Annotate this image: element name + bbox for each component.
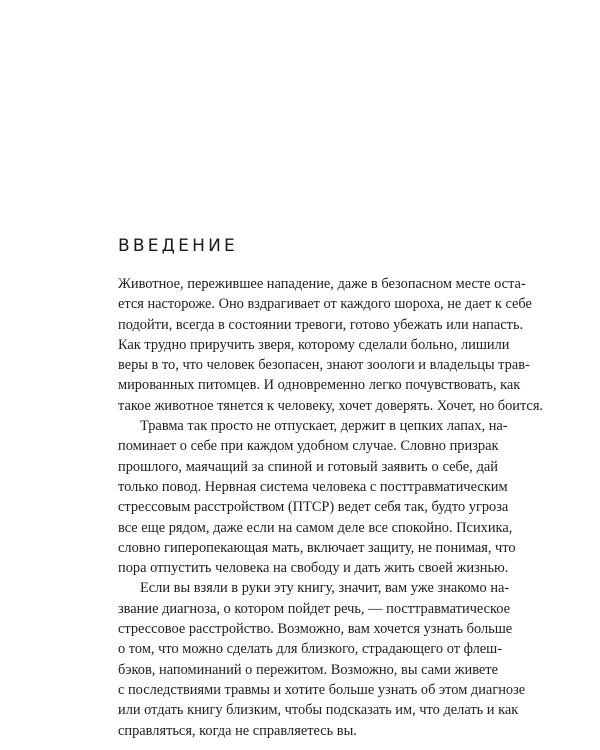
paragraph bbox=[118, 578, 526, 740]
text-line: мированных питомцев. И одновременно легко почувствовать, как bbox=[118, 377, 521, 394]
chapter-heading: ВВЕДЕНИЕ bbox=[118, 236, 238, 256]
text-line: Как трудно приручить зверя, которому сделали больно, лишили bbox=[118, 336, 510, 353]
text-line: справляться, когда не справляетесь вы. bbox=[118, 722, 357, 739]
text-line: ется настороже. Оно вздрагивает от каждого шороха, не дает к себе bbox=[118, 296, 532, 313]
text-line: Животное, пережившее нападение, даже в безопасном месте оста- bbox=[118, 276, 526, 292]
text-line: стрессовое расстройство. Возможно, вам хочется узнать больше bbox=[118, 621, 513, 638]
text-line: поминает о себе при каждом удобном случае. Словно призрак bbox=[118, 438, 499, 455]
text-line: о том, что можно сделать для близкого, страдающего от флеш- bbox=[118, 641, 503, 658]
paragraph bbox=[118, 274, 544, 416]
text-line: прошлого, маячащий за спиной и готовый заявить о себе, дай bbox=[118, 458, 498, 475]
text-line: Если вы взяли в руки эту книгу, значит, вам уже знакомо на- bbox=[140, 580, 510, 597]
text-line: все еще рядом, даже если на самом деле все спокойно. Психика, bbox=[118, 519, 513, 536]
text-line: с последствиями травмы и хотите больше узнать об этом диагнозе bbox=[118, 681, 526, 698]
text-line: бэков, напоминаний о пережитом. Возможно, вы сами живете bbox=[118, 661, 498, 678]
chapter-body bbox=[118, 274, 544, 741]
text-line: только повод. Нервная система человека с посттравматическим bbox=[118, 478, 508, 495]
text-line: звание диагноза, о котором пойдет речь, — посттравматическое bbox=[118, 600, 511, 617]
text-line: такое животное тянется к человеку, хочет доверять. Хочет, но боится. bbox=[118, 397, 544, 414]
paragraph bbox=[118, 416, 516, 578]
text-line: или отдать книгу близким, чтобы подсказать им, что делать и как bbox=[118, 702, 519, 719]
text-line: веры в то, что человек безопасен, знают зоологи и владельцы трав- bbox=[118, 357, 530, 374]
text-line: подойти, всегда в состоянии тревоги, готово убежать или напасть. bbox=[118, 316, 524, 333]
text-line: словно гиперопекающая мать, включает защиту, не понимая, что bbox=[118, 539, 516, 556]
text-line: пора отпустить человека на свободу и дать жить своей жизнью. bbox=[118, 560, 509, 577]
text-line: Травма так просто не отпускает, держит в цепких лапах, на- bbox=[140, 418, 508, 435]
text-line: стрессовым расстройством (ПТСР) ведет себя так, будто угроза bbox=[118, 499, 509, 516]
